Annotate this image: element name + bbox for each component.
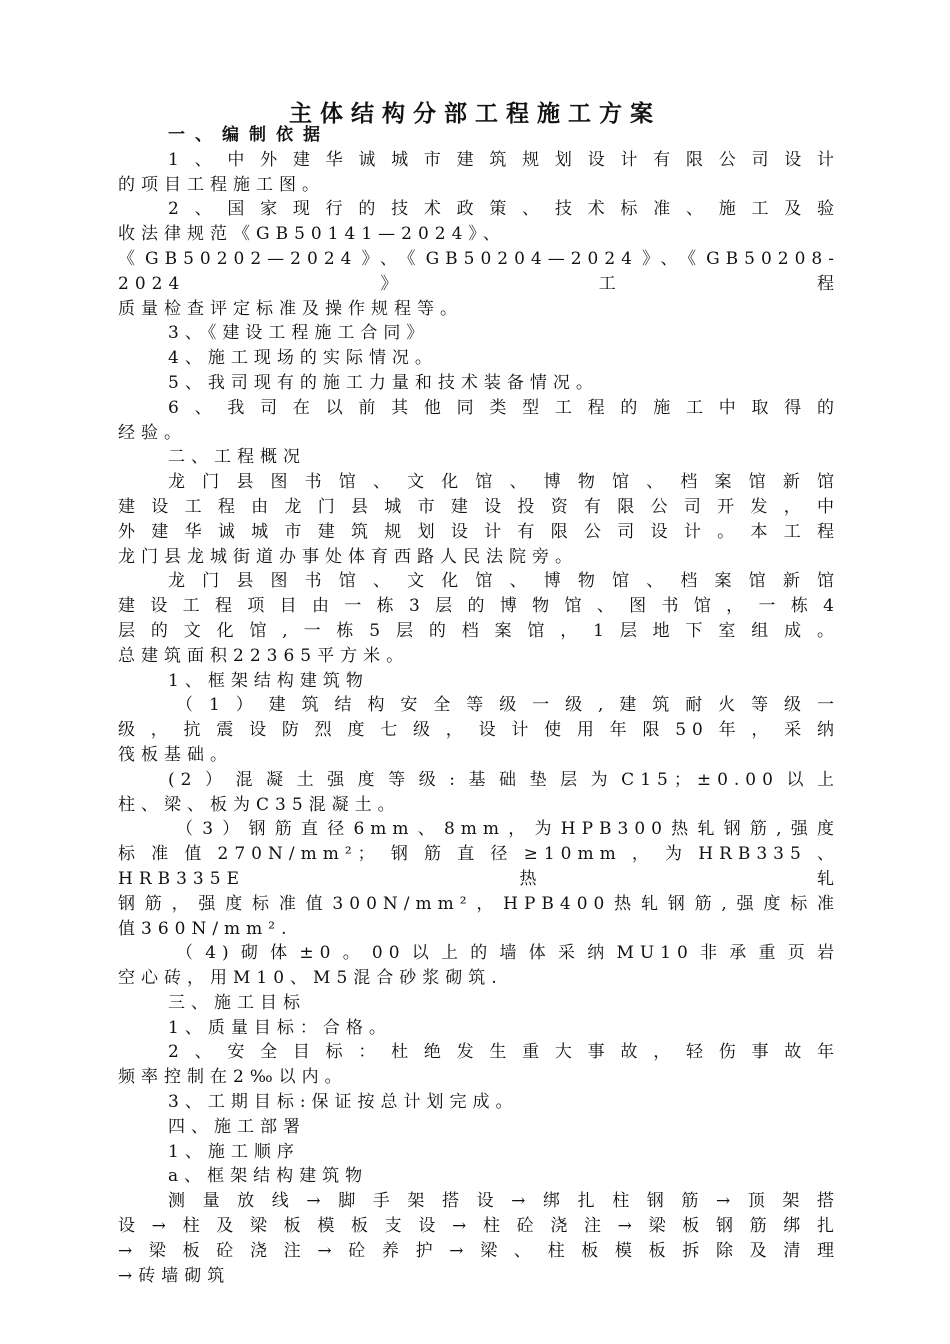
paragraph-line: 测量放线→脚手架搭设→绑扎柱钢筋→顶架搭 <box>168 1191 840 1212</box>
document-body <box>118 123 840 1288</box>
paragraph-line: 龙门县图书馆、文化馆、博物馆、档案馆新馆 <box>168 472 840 493</box>
paragraph-line: 空心砖，用M10、M5混合砂浆砌筑. <box>118 968 503 989</box>
paragraph-line: （3）钢筋直径6mm、8mm，为HPB300热轧钢筋,强度 <box>176 819 840 840</box>
section-heading-goals: 三、施工目标 <box>168 992 306 1013</box>
paragraph-line: 龙门县图书馆、文化馆、博物馆、档案馆新馆 <box>168 571 840 592</box>
paragraph-line: 钢筋，强度标准值300N/mm²，HPB400热轧钢筋,强度标准 <box>118 893 840 914</box>
paragraph-line: 2、安全目标：杜绝发生重大事故，轻伤事故年 <box>168 1042 840 1063</box>
paragraph-line: (2）混凝土强度等级:基础垫层为C15；±0.00以上 <box>168 769 840 790</box>
paragraph-line: 龙门县龙城街道办事处体育西路人民法院旁。 <box>118 546 578 567</box>
paragraph-line: 5、我司现有的施工力量和技术装备情况。 <box>168 372 599 393</box>
section-heading-deployment: 四、施工部署 <box>168 1116 306 1137</box>
paragraph-line: 值360N/mm². <box>118 918 293 939</box>
paragraph-line: 1、质量目标：合格。 <box>168 1017 392 1038</box>
paragraph-line: 经验。 <box>118 422 187 443</box>
paragraph-line: 《GB50202—2024》、《GB50204—2024》、《GB50208-2024》工程 <box>118 248 840 294</box>
paragraph-line: 柱、梁、板为C35混凝土。 <box>118 794 401 815</box>
paragraph-line: 频率控制在2‰以内。 <box>118 1067 348 1088</box>
paragraph-line: 级，抗震设防烈度七级，设计使用年限50年，采纳 <box>118 720 840 741</box>
paragraph-line: 3、《建设工程施工合同》 <box>168 323 430 344</box>
paragraph-line: 4、施工现场的实际情况。 <box>168 348 438 369</box>
paragraph-line: 3、工期目标:保证按总计划完成。 <box>168 1092 519 1113</box>
paragraph-line: （4)砌体±0。00以上的墙体采纳MU10非承重页岩 <box>176 943 840 964</box>
paragraph-line: 外建华诚城市建筑规划设计有限公司设计。本工程 <box>118 521 840 542</box>
paragraph-line: 的项目工程施工图。 <box>118 174 325 195</box>
paragraph-line: （1）建筑结构安全等级一级,建筑耐火等级一 <box>176 695 840 716</box>
paragraph-line: 1、中外建华诚城市建筑规划设计有限公司设计 <box>168 149 840 170</box>
paragraph-line: 总建筑面积22365平方米。 <box>118 645 410 666</box>
paragraph-line: →梁板砼浇注→砼养护→梁、柱板模板拆除及清理 <box>118 1240 840 1261</box>
section-heading-overview: 二、工程概况 <box>168 447 306 468</box>
paragraph-line: 设→柱及梁板模板支设→柱砼浇注→梁板钢筋绑扎 <box>118 1216 840 1237</box>
paragraph-line: 1、施工顺序 <box>168 1141 300 1162</box>
paragraph-line: 质量检查评定标准及操作规程等。 <box>118 298 463 319</box>
paragraph-line: 层的文化馆,一栋5层的档案馆，1层地下室组成。 <box>118 620 840 641</box>
paragraph-line: 6、我司在以前其他同类型工程的施工中取得的 <box>168 397 840 418</box>
paragraph-line: 建设工程由龙门县城市建设投资有限公司开发，中 <box>118 496 840 517</box>
section-heading-basis: 一、编制依据 <box>168 125 330 145</box>
paragraph-line: 2、国家现行的技术政策、技术标准、施工及验 <box>168 199 840 220</box>
paragraph-line: 收法律规范《GB50141—2024》、 <box>118 224 506 245</box>
paragraph-line: →砖墙砌筑 <box>118 1265 231 1286</box>
paragraph-line: 筏板基础。 <box>118 744 233 765</box>
paragraph-line: 标准值270N/mm²；钢筋直径≥10mm，为HRB335、HRB335E热轧 <box>118 844 840 889</box>
document-title: 主体结构分部工程施工方案 <box>289 101 661 127</box>
paragraph-line: 建设工程项目由一栋3层的博物馆、图书馆，一栋4 <box>118 596 840 617</box>
subsection-heading-frame: 1、框架结构建筑物 <box>168 670 369 691</box>
paragraph-line: a、框架结构建筑物 <box>168 1166 369 1187</box>
